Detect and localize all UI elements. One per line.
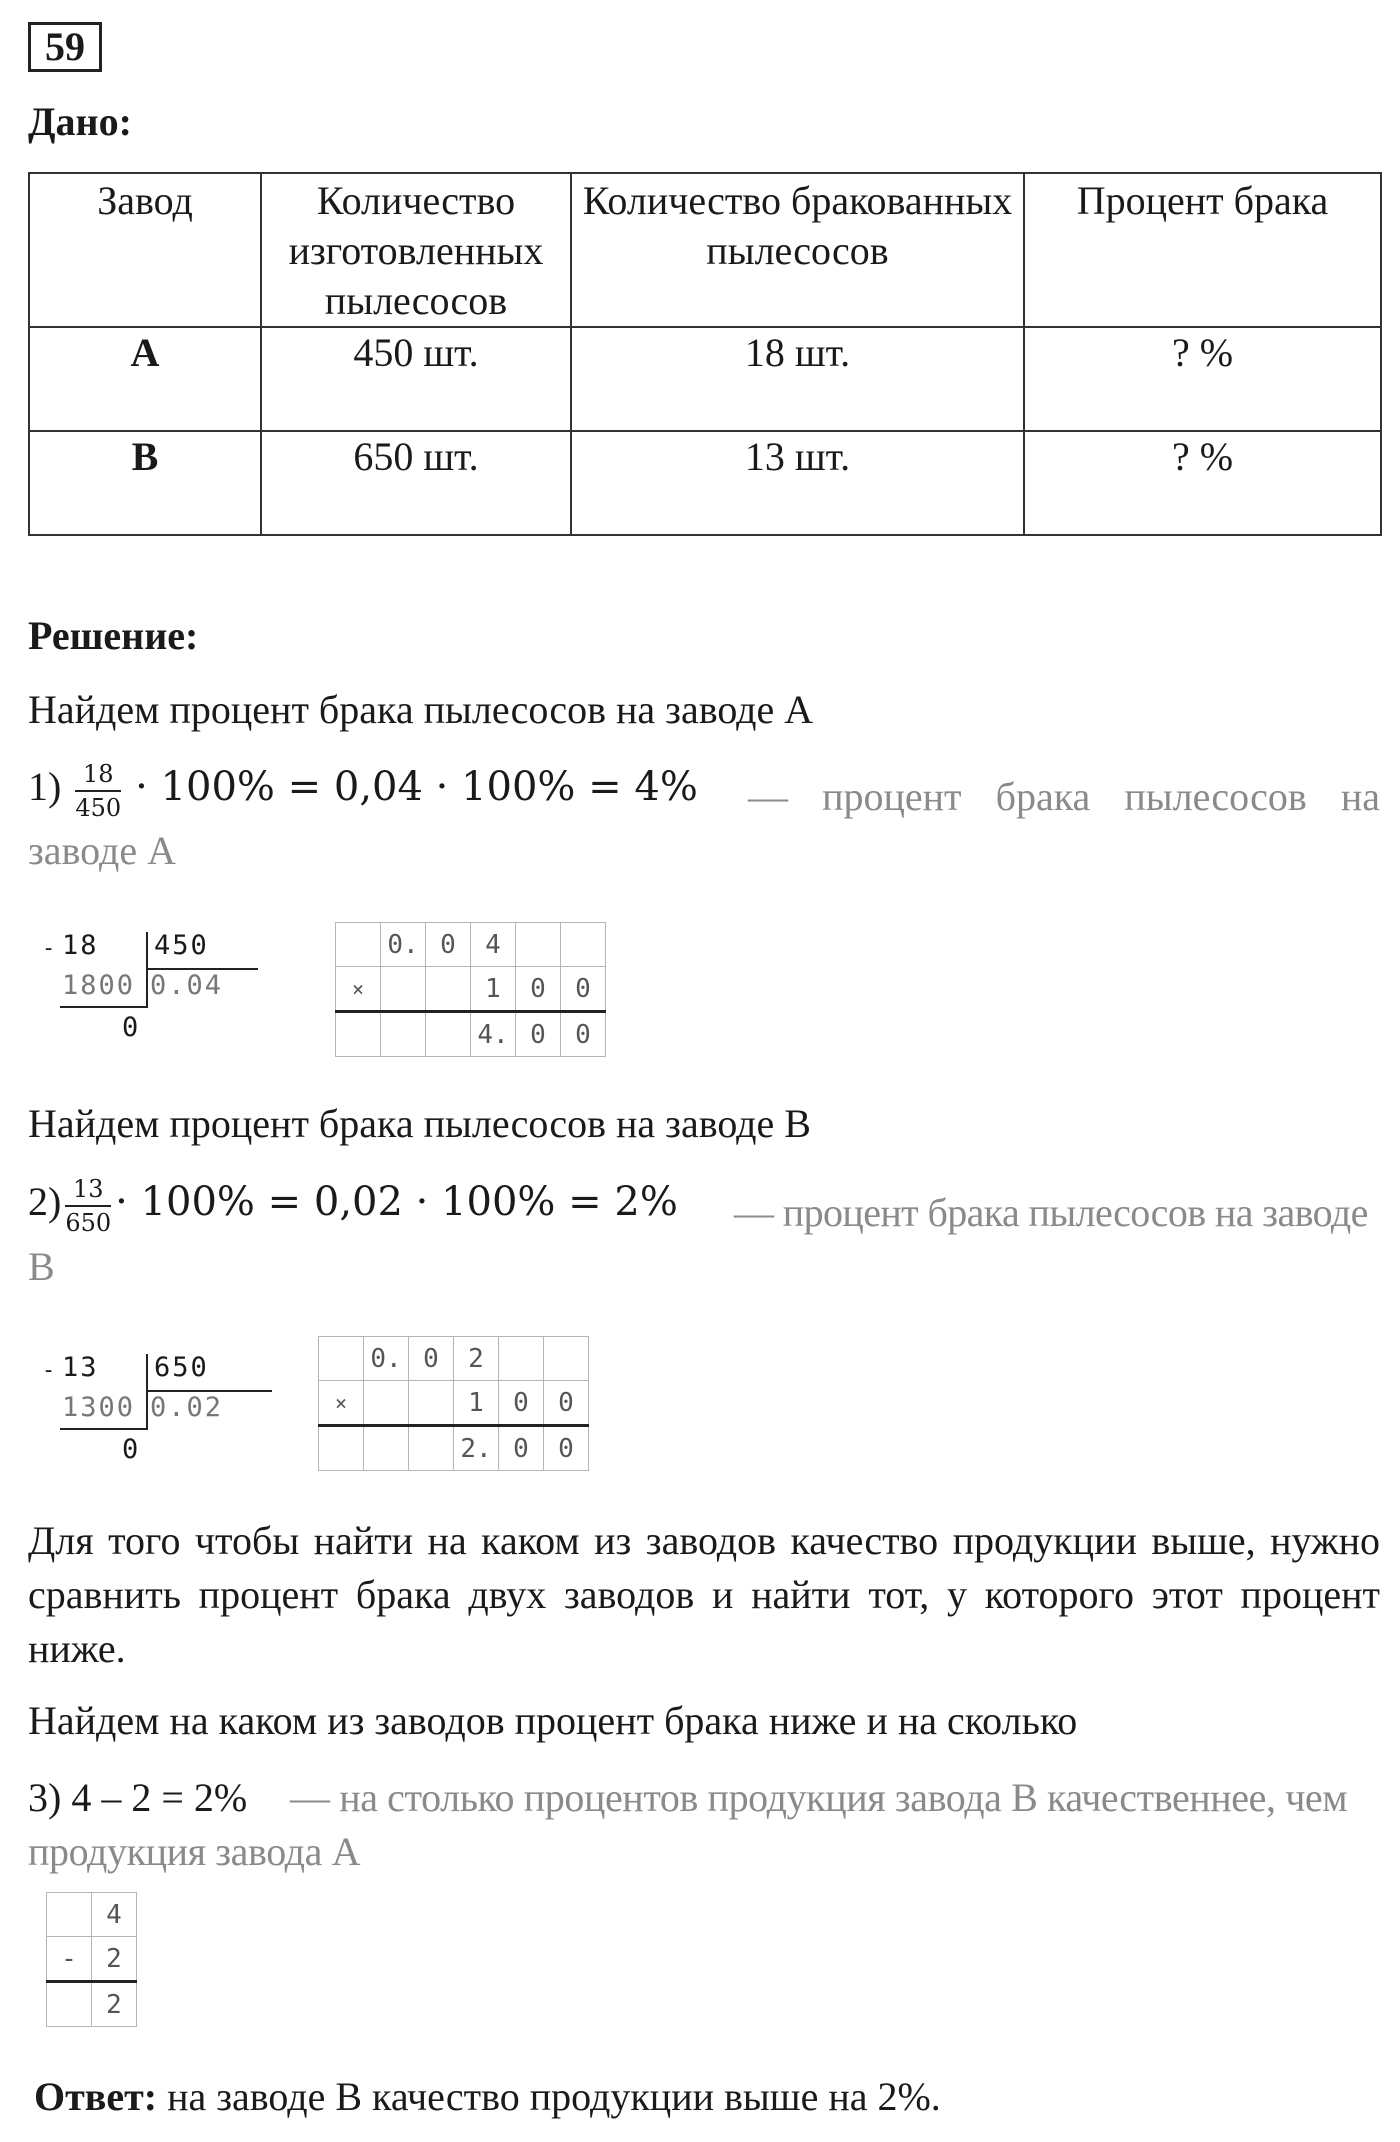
mult-sign: × [319,1381,364,1426]
answer-label: Ответ: [34,2074,158,2119]
mult-row [336,1012,606,1057]
division-underline [60,1428,148,1430]
step2-division [42,1352,282,1478]
mult-cell [409,1381,454,1426]
sub-cell: 4 [92,1893,137,1937]
mult-cell: 0 [516,1012,561,1057]
division-divisor: 450 [154,930,209,961]
mult-cell: 1 [471,967,516,1012]
step2-multiplication [318,1336,589,1471]
mult-cell: 1 [454,1381,499,1426]
cell-factory: А [29,327,261,431]
sub-row [47,1937,137,1982]
mult-row [319,1381,589,1426]
division-bar-horizontal [146,968,258,970]
mult-cell: 0 [426,923,471,967]
step1-expression: · 100% = 0,04 · 100% = 4% [135,764,698,811]
mult-cell [561,923,606,967]
mult-cell: 0 [544,1381,589,1426]
mult-cell [499,1337,544,1381]
division-remainder: 0 [122,1012,141,1043]
sub-cell: 2 [92,1982,137,2027]
mult-cell: 0 [561,967,606,1012]
mult-sign: × [336,967,381,1012]
mult-cell [381,1012,426,1057]
mult-cell: 0. [381,923,426,967]
sub-cell [47,1982,92,2027]
mult-cell [364,1381,409,1426]
mult-cell [544,1337,589,1381]
header-produced: Количество изготовленных пылесосов [261,173,571,327]
cell-defective: 18 шт. [571,327,1024,431]
intro-factory-a: Найдем процент брака пылесосов на заводе А [28,687,814,732]
header-defect-percent: Процент брака [1024,173,1381,327]
step1-note: — процент брака пылесосов на заводе А [28,774,1380,873]
step2-denominator: 650 [65,1209,112,1237]
table-header-row [29,173,1381,327]
mult-cell [319,1426,364,1471]
sub-row [47,1982,137,2027]
mult-cell: 0 [544,1426,589,1471]
answer-text: на заводе В качество продукции выше на 2%. [167,2074,941,2119]
division-dividend: 13 [62,1352,99,1383]
mult-cell: 2 [454,1337,499,1381]
mult-row [336,967,606,1012]
mult-cell [426,967,471,1012]
division-product: 1300 [62,1392,136,1423]
mult-row [319,1426,589,1471]
step1-division [42,930,282,1056]
mult-cell: 0 [499,1381,544,1426]
mult-cell [336,1012,381,1057]
step3-expression: 3) 4 – 2 = 2% [28,1775,248,1820]
mult-cell: 0 [409,1337,454,1381]
step2-numerator: 13 [65,1175,111,1207]
step3-note: — на столько процентов продукция завода В качественнее, чем продукция завода А [28,1775,1348,1874]
mult-sign [336,923,381,967]
step1-multiplication [335,922,606,1057]
given-table [28,172,1382,536]
sub-sign: - [47,1937,92,1982]
sub-row [47,1893,137,1937]
division-divisor: 650 [154,1352,209,1383]
mult-cell [409,1426,454,1471]
sub-cell [47,1893,92,1937]
mult-cell [364,1426,409,1471]
division-quotient: 0.04 [150,970,224,1001]
division-remainder: 0 [122,1434,141,1465]
step3-subtraction [46,1892,137,2027]
given-heading: Дано: [28,99,132,144]
mult-cell [516,923,561,967]
cell-percent: ? % [1024,431,1381,535]
mult-row [336,923,606,967]
intro-comparison: Найдем на каком из заводов процент брака ниже и на сколько [28,1698,1078,1743]
division-quotient: 0.02 [150,1392,224,1423]
step2-expression: · 100% = 0,02 · 100% = 2% [115,1179,678,1226]
step2-note: — процент брака пылесосов на заводе В [28,1190,1368,1289]
mult-cell: 0 [499,1426,544,1471]
comparison-paragraph: Для того чтобы найти на каком из заводов качество продукции выше, нужно сравнить процент брака двух заводов и найти тот, у которого этот процент ниже. [28,1518,1380,1671]
mult-cell: 2. [454,1426,499,1471]
mult-cell: 4. [471,1012,516,1057]
step1-numerator: 18 [75,760,121,792]
mult-cell: 0 [561,1012,606,1057]
mult-row [319,1337,589,1381]
mult-cell: 0. [364,1337,409,1381]
division-dividend: 18 [62,930,99,961]
division-product: 1800 [62,970,136,1001]
cell-produced: 450 шт. [261,327,571,431]
division-bar-horizontal [146,1390,272,1392]
step1-denominator: 450 [75,794,122,822]
header-defective: Количество бракованных пылесосов [571,173,1024,327]
cell-factory: В [29,431,261,535]
solution-heading: Решение: [28,613,199,658]
division-minus: - [42,1358,58,1383]
sub-cell: 2 [92,1937,137,1982]
problem-number: 59 [28,22,102,72]
step2-label: 2) [28,1179,62,1225]
table-row [29,431,1381,535]
cell-percent: ? % [1024,327,1381,431]
mult-cell: 4 [471,923,516,967]
cell-produced: 650 шт. [261,431,571,535]
cell-defective: 13 шт. [571,431,1024,535]
mult-cell: 0 [516,967,561,1012]
intro-factory-b: Найдем процент брака пылесосов на заводе В [28,1101,811,1146]
division-minus: - [42,936,58,961]
mult-cell [426,1012,471,1057]
header-factory: Завод [29,173,261,327]
mult-cell [381,967,426,1012]
step1-label: 1) [28,764,62,810]
answer-line [34,2070,941,2124]
table-row [29,327,1381,431]
mult-sign [319,1337,364,1381]
division-underline [60,1006,148,1008]
